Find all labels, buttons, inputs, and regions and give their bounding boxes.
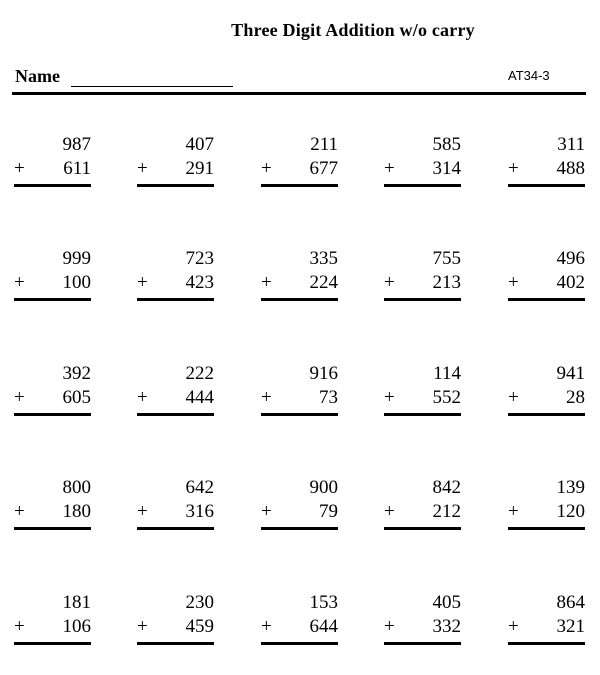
top-addend: 153 bbox=[309, 592, 338, 613]
answer-line bbox=[508, 184, 585, 187]
answer-line bbox=[14, 184, 91, 187]
worksheet-title-text: Three Digit Addition w/o carry bbox=[231, 20, 475, 40]
top-addend: 211 bbox=[310, 134, 338, 155]
answer-line bbox=[384, 184, 461, 187]
addition-problem bbox=[508, 134, 588, 194]
bottom-addend: 28 bbox=[566, 387, 585, 408]
top-addend: 864 bbox=[556, 592, 585, 613]
top-addend: 723 bbox=[185, 248, 214, 269]
addition-problem bbox=[137, 134, 217, 194]
addition-problem bbox=[261, 592, 341, 652]
answer-line bbox=[261, 642, 338, 645]
top-addend: 800 bbox=[62, 477, 91, 498]
plus-sign: + bbox=[14, 387, 25, 408]
plus-sign: + bbox=[508, 387, 519, 408]
addition-problem bbox=[14, 592, 94, 652]
bottom-addend: 291 bbox=[185, 158, 214, 179]
answer-line bbox=[261, 413, 338, 416]
bottom-addend: 120 bbox=[556, 501, 585, 522]
answer-line bbox=[14, 413, 91, 416]
header-rule bbox=[12, 92, 586, 95]
bottom-addend: 224 bbox=[309, 272, 338, 293]
addition-problem bbox=[14, 248, 94, 308]
answer-line bbox=[261, 184, 338, 187]
plus-sign: + bbox=[137, 501, 148, 522]
plus-sign: + bbox=[384, 501, 395, 522]
addition-problem bbox=[384, 477, 464, 537]
addition-problem bbox=[508, 363, 588, 423]
plus-sign: + bbox=[261, 616, 272, 637]
addition-problem bbox=[384, 248, 464, 308]
plus-sign: + bbox=[384, 158, 395, 179]
answer-line bbox=[137, 527, 214, 530]
plus-sign: + bbox=[137, 272, 148, 293]
bottom-addend: 552 bbox=[432, 387, 461, 408]
addition-problem bbox=[137, 363, 217, 423]
addition-problem bbox=[137, 592, 217, 652]
addition-problem bbox=[137, 248, 217, 308]
bottom-addend: 79 bbox=[319, 501, 338, 522]
addition-problem bbox=[384, 592, 464, 652]
addition-problem bbox=[137, 477, 217, 537]
addition-problem bbox=[261, 134, 341, 194]
top-addend: 181 bbox=[62, 592, 91, 613]
plus-sign: + bbox=[384, 272, 395, 293]
addition-problem bbox=[14, 363, 94, 423]
plus-sign: + bbox=[137, 158, 148, 179]
addition-problem bbox=[384, 134, 464, 194]
worksheet-code: AT34-3 bbox=[508, 68, 550, 83]
plus-sign: + bbox=[261, 272, 272, 293]
answer-line bbox=[137, 298, 214, 301]
bottom-addend: 332 bbox=[432, 616, 461, 637]
bottom-addend: 316 bbox=[185, 501, 214, 522]
top-addend: 900 bbox=[309, 477, 338, 498]
bottom-addend: 605 bbox=[62, 387, 91, 408]
addition-problem bbox=[14, 134, 94, 194]
name-field-line[interactable] bbox=[71, 86, 233, 87]
bottom-addend: 459 bbox=[185, 616, 214, 637]
answer-line bbox=[261, 527, 338, 530]
top-addend: 585 bbox=[432, 134, 461, 155]
addition-problem bbox=[384, 363, 464, 423]
top-addend: 311 bbox=[557, 134, 585, 155]
bottom-addend: 213 bbox=[432, 272, 461, 293]
top-addend: 405 bbox=[432, 592, 461, 613]
top-addend: 916 bbox=[309, 363, 338, 384]
bottom-addend: 314 bbox=[432, 158, 461, 179]
answer-line bbox=[137, 413, 214, 416]
top-addend: 407 bbox=[185, 134, 214, 155]
bottom-addend: 100 bbox=[62, 272, 91, 293]
bottom-addend: 402 bbox=[556, 272, 585, 293]
addition-problem bbox=[508, 592, 588, 652]
bottom-addend: 677 bbox=[309, 158, 338, 179]
bottom-addend: 488 bbox=[556, 158, 585, 179]
plus-sign: + bbox=[14, 158, 25, 179]
bottom-addend: 611 bbox=[63, 158, 91, 179]
addition-problem bbox=[261, 363, 341, 423]
top-addend: 230 bbox=[185, 592, 214, 613]
answer-line bbox=[261, 298, 338, 301]
plus-sign: + bbox=[137, 616, 148, 637]
top-addend: 987 bbox=[62, 134, 91, 155]
plus-sign: + bbox=[508, 616, 519, 637]
bottom-addend: 106 bbox=[62, 616, 91, 637]
plus-sign: + bbox=[384, 616, 395, 637]
bottom-addend: 444 bbox=[185, 387, 214, 408]
answer-line bbox=[508, 413, 585, 416]
answer-line bbox=[137, 642, 214, 645]
top-addend: 755 bbox=[432, 248, 461, 269]
bottom-addend: 180 bbox=[62, 501, 91, 522]
plus-sign: + bbox=[14, 272, 25, 293]
answer-line bbox=[384, 642, 461, 645]
plus-sign: + bbox=[14, 616, 25, 637]
worksheet-title bbox=[0, 20, 600, 41]
top-addend: 139 bbox=[556, 477, 585, 498]
top-addend: 842 bbox=[432, 477, 461, 498]
answer-line bbox=[508, 298, 585, 301]
bottom-addend: 644 bbox=[309, 616, 338, 637]
top-addend: 496 bbox=[556, 248, 585, 269]
top-addend: 392 bbox=[62, 363, 91, 384]
plus-sign: + bbox=[14, 501, 25, 522]
addition-problem bbox=[261, 477, 341, 537]
answer-line bbox=[508, 642, 585, 645]
answer-line bbox=[384, 413, 461, 416]
plus-sign: + bbox=[261, 158, 272, 179]
answer-line bbox=[508, 527, 585, 530]
addition-problem bbox=[508, 248, 588, 308]
top-addend: 941 bbox=[556, 363, 585, 384]
answer-line bbox=[14, 298, 91, 301]
answer-line bbox=[14, 642, 91, 645]
plus-sign: + bbox=[508, 158, 519, 179]
top-addend: 114 bbox=[433, 363, 461, 384]
bottom-addend: 423 bbox=[185, 272, 214, 293]
addition-problem bbox=[14, 477, 94, 537]
name-label: Name bbox=[15, 66, 60, 86]
addition-problem bbox=[508, 477, 588, 537]
bottom-addend: 73 bbox=[319, 387, 338, 408]
answer-line bbox=[384, 527, 461, 530]
addition-problem bbox=[261, 248, 341, 308]
answer-line bbox=[384, 298, 461, 301]
bottom-addend: 321 bbox=[556, 616, 585, 637]
top-addend: 642 bbox=[185, 477, 214, 498]
plus-sign: + bbox=[384, 387, 395, 408]
plus-sign: + bbox=[261, 501, 272, 522]
top-addend: 999 bbox=[62, 248, 91, 269]
top-addend: 335 bbox=[309, 248, 338, 269]
plus-sign: + bbox=[508, 501, 519, 522]
bottom-addend: 212 bbox=[432, 501, 461, 522]
answer-line bbox=[137, 184, 214, 187]
plus-sign: + bbox=[261, 387, 272, 408]
answer-line bbox=[14, 527, 91, 530]
top-addend: 222 bbox=[185, 363, 214, 384]
plus-sign: + bbox=[508, 272, 519, 293]
plus-sign: + bbox=[137, 387, 148, 408]
